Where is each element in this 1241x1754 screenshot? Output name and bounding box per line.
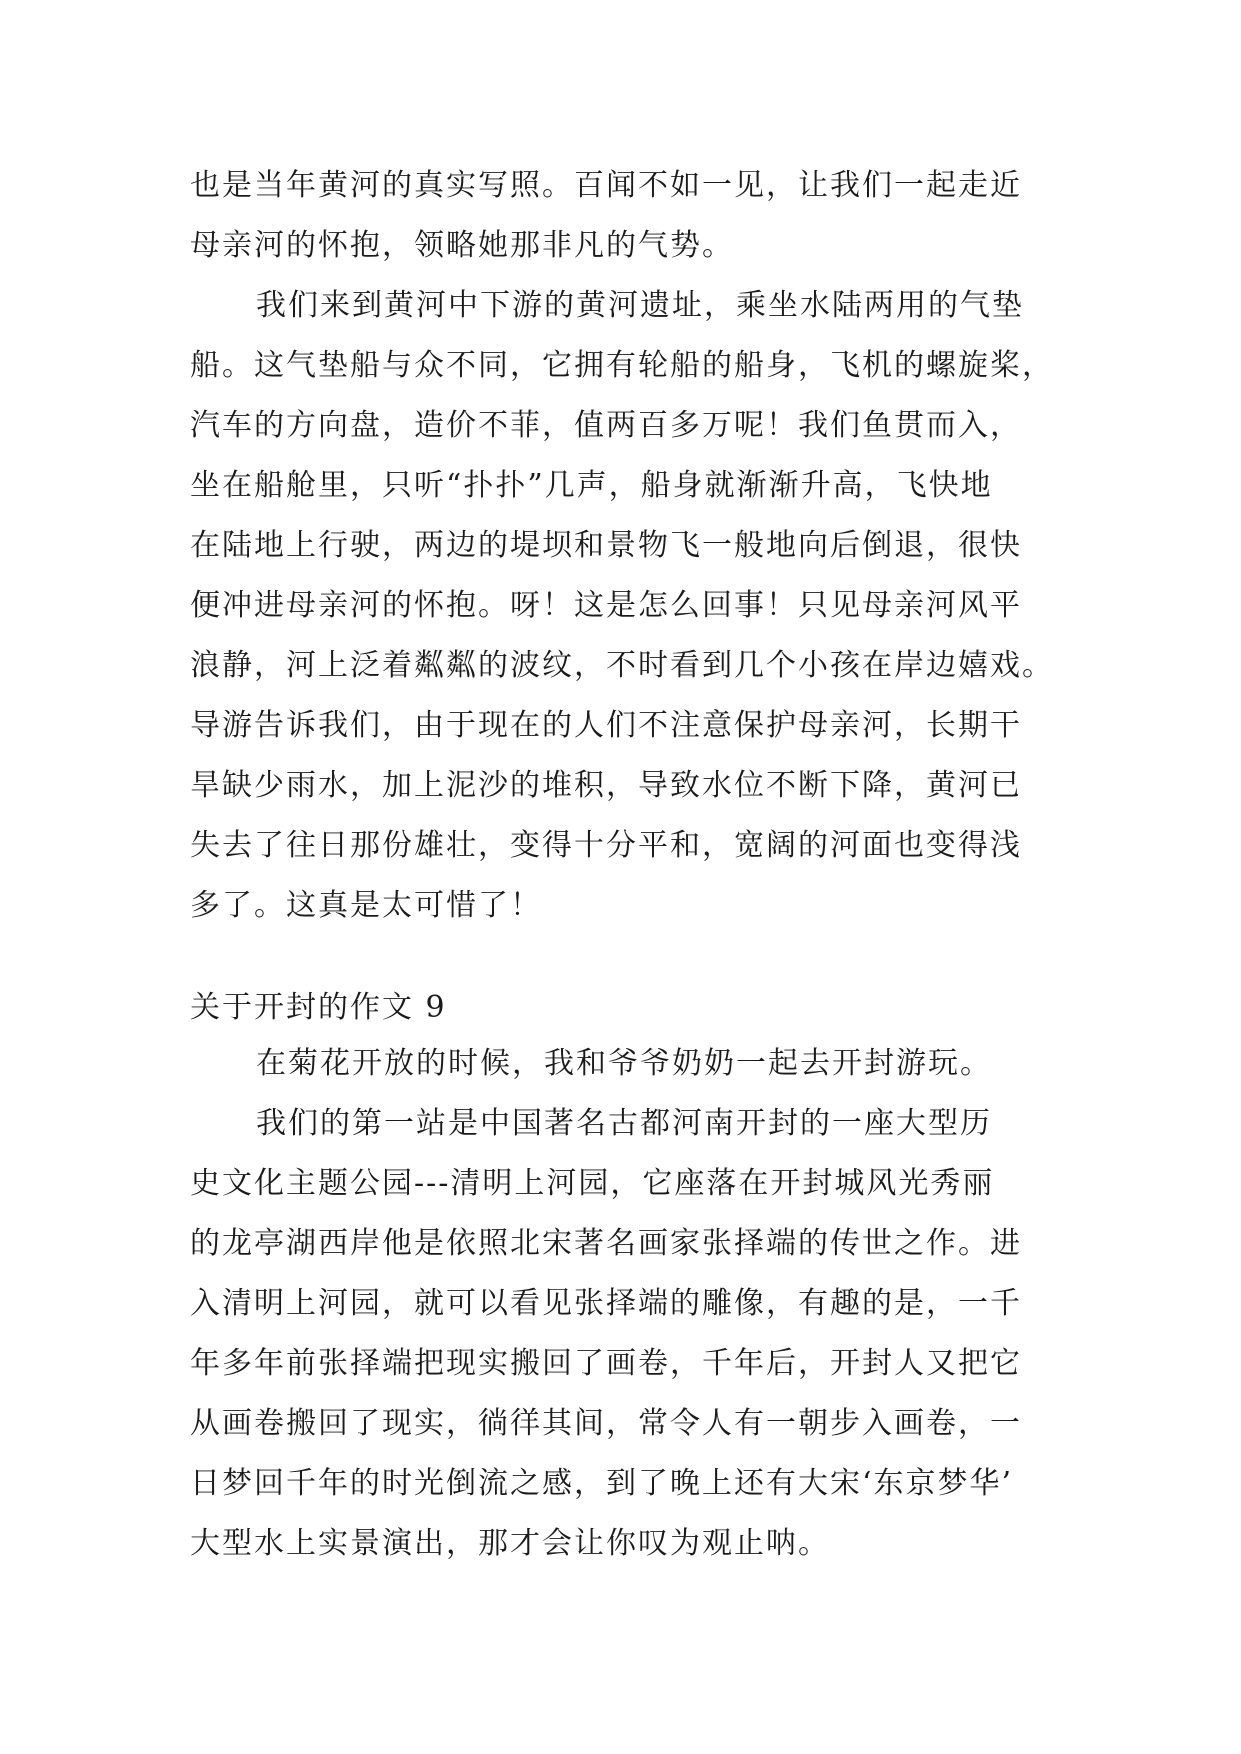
paragraph-line: 失去了往日那份雄壮，变得十分平和，宽阔的河面也变得浅 bbox=[190, 828, 1022, 863]
essay-title: 关于开封的作文 9 bbox=[190, 990, 447, 1025]
paragraph-line: 年多年前张择端把现实搬回了画卷，千年后，开封人又把它 bbox=[190, 1346, 1022, 1381]
paragraph-line: 我们的第一站是中国著名古都河南开封的一座大型历 bbox=[256, 1106, 992, 1141]
paragraph-line: 旱缺少雨水，加上泥沙的堆积，导致水位不断下降，黄河已 bbox=[190, 768, 1022, 803]
paragraph-line: 多了。这真是太可惜了！ bbox=[190, 888, 542, 923]
paragraph-line: 日梦回千年的时光倒流之感，到了晚上还有大宋‘东京梦华’ bbox=[190, 1466, 1014, 1501]
essay-body bbox=[190, 1034, 1070, 1574]
paragraph-line: 导游告诉我们，由于现在的人们不注意保护母亲河，长期干 bbox=[190, 708, 1022, 743]
paragraph-line: 我们来到黄河中下游的黄河遗址，乘坐水陆两用的气垫 bbox=[256, 288, 1024, 323]
paragraph-line: 从画卷搬回了现实，徜徉其间，常令人有一朝步入画卷，一 bbox=[190, 1406, 1022, 1441]
paragraph-line: 汽车的方向盘，造价不菲，值两百多万呢！我们鱼贯而入， bbox=[190, 408, 1022, 443]
paragraph-line: 也是当年黄河的真实写照。百闻不如一见，让我们一起走近 bbox=[190, 168, 1022, 203]
paragraph-line: 的龙亭湖西岸他是依照北宋著名画家张择端的传世之作。进 bbox=[190, 1226, 1022, 1261]
essay-passage-continued bbox=[190, 156, 1070, 936]
paragraph-line: 船。这气垫船与众不同，它拥有轮船的船身，飞机的螺旋桨， bbox=[190, 348, 1054, 383]
paragraph-line: 史文化主题公园---清明上河园，它座落在开封城风光秀丽 bbox=[190, 1166, 995, 1201]
paragraph-line: 在菊花开放的时候，我和爷爷奶奶一起去开封游玩。 bbox=[256, 1046, 992, 1081]
paragraph-line: 在陆地上行驶，两边的堤坝和景物飞一般地向后倒退，很快 bbox=[190, 528, 1022, 563]
paragraph-line: 浪静，河上泛着粼粼的波纹，不时看到几个小孩在岸边嬉戏。 bbox=[190, 648, 1054, 683]
paragraph-line: 坐在船舱里，只听“扑扑”几声，船身就渐渐升高，飞快地 bbox=[190, 468, 993, 503]
paragraph-line: 大型水上实景演出，那才会让你叹为观止呐。 bbox=[190, 1526, 830, 1561]
paragraph-line: 入清明上河园，就可以看见张择端的雕像，有趣的是，一千 bbox=[190, 1286, 1022, 1321]
paragraph-line: 母亲河的怀抱，领略她那非凡的气势。 bbox=[190, 228, 734, 263]
paragraph-line: 便冲进母亲河的怀抱。呀！这是怎么回事！只见母亲河风平 bbox=[190, 588, 1022, 623]
